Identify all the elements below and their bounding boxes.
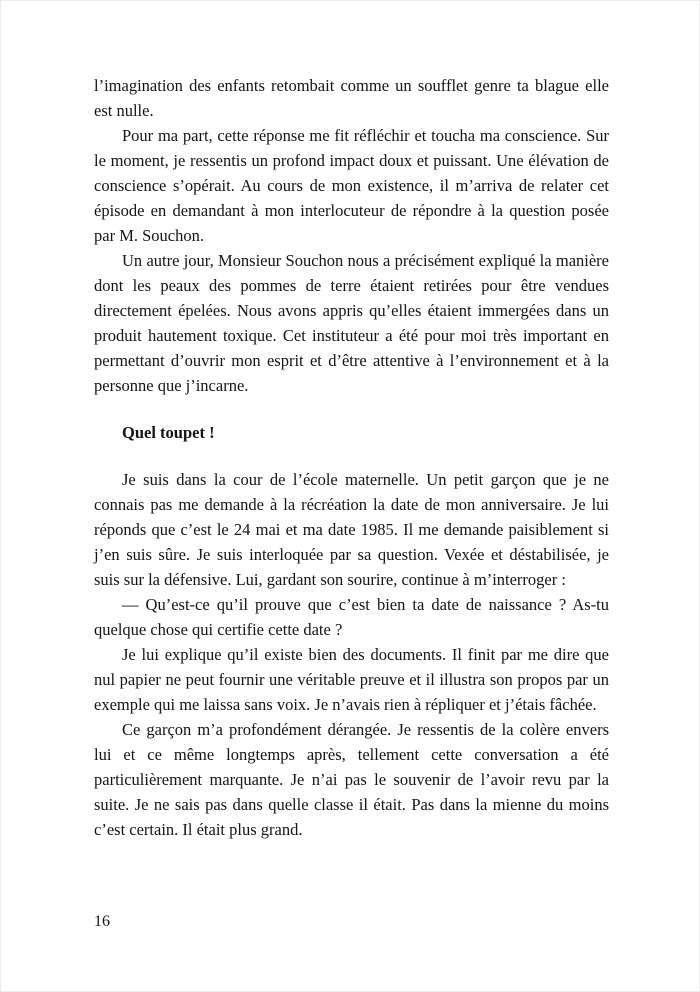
paragraph-continuation: l’imagination des enfants retombait comme un soufflet genre ta blague elle est nulle. <box>94 76 609 120</box>
section-heading: Quel toupet ! <box>122 423 215 442</box>
paragraph: Pour ma part, cette réponse me fit réfléchir et toucha ma conscience. Sur le moment, je ressentis un profond impact doux et puissant. Une élévation de conscience s’opérait. Au cours de mon existence, il m’arriva de relater cet épisode en demandant à mon interlocuteur de répondre à la question posée par M. Souchon. <box>94 126 609 245</box>
paragraph: Je lui explique qu’il existe bien des documents. Il finit par me dire que nul papier ne peut fournir une véritable preuve et il illustra son propos par un exemple qui me laissa sans voix. Je n’avais rien à répliquer et j’étais fâchée. <box>94 645 609 714</box>
paragraph: Ce garçon m’a profondément dérangée. Je ressentis de la colère envers lui et ce même longtemps après, tellement cette conversation a été particulièrement marquante. Je n’ai pas le souvenir de l’avoir revu par la suite. Je ne sais pas dans quelle classe il était. Pas dans la mienne du moins c’est certain. Il était plus grand. <box>94 720 609 839</box>
paragraph-dialogue: — Qu’est-ce qu’il prouve que c’est bien ta date de naissance ? As-tu quelque chose qui certifie cette date ? <box>94 595 609 639</box>
body-text <box>94 73 609 842</box>
page-number: 16 <box>94 913 110 930</box>
paragraph: Je suis dans la cour de l’école maternelle. Un petit garçon que je ne connais pas me demande à la récréation la date de mon anniversaire. Je lui réponds que c’est le 24 mai et ma date 1985. Il me demande paisiblement si j’en suis sûre. Je suis interloquée par sa question. Vexée et déstabilisée, je suis sur la défensive. Lui, gardant son sourire, continue à m’interroger : <box>94 470 609 589</box>
paragraph: Un autre jour, Monsieur Souchon nous a précisément expliqué la manière dont les peaux des pommes de terre étaient retirées pour être vendues directement épelées. Nous avons appris qu’elles étaient immergées dans un produit hautement toxique. Cet instituteur a été pour moi très important en permettant d’ouvrir mon esprit et d’être attentive à l’environnement et à la personne que j’incarne. <box>94 251 609 395</box>
